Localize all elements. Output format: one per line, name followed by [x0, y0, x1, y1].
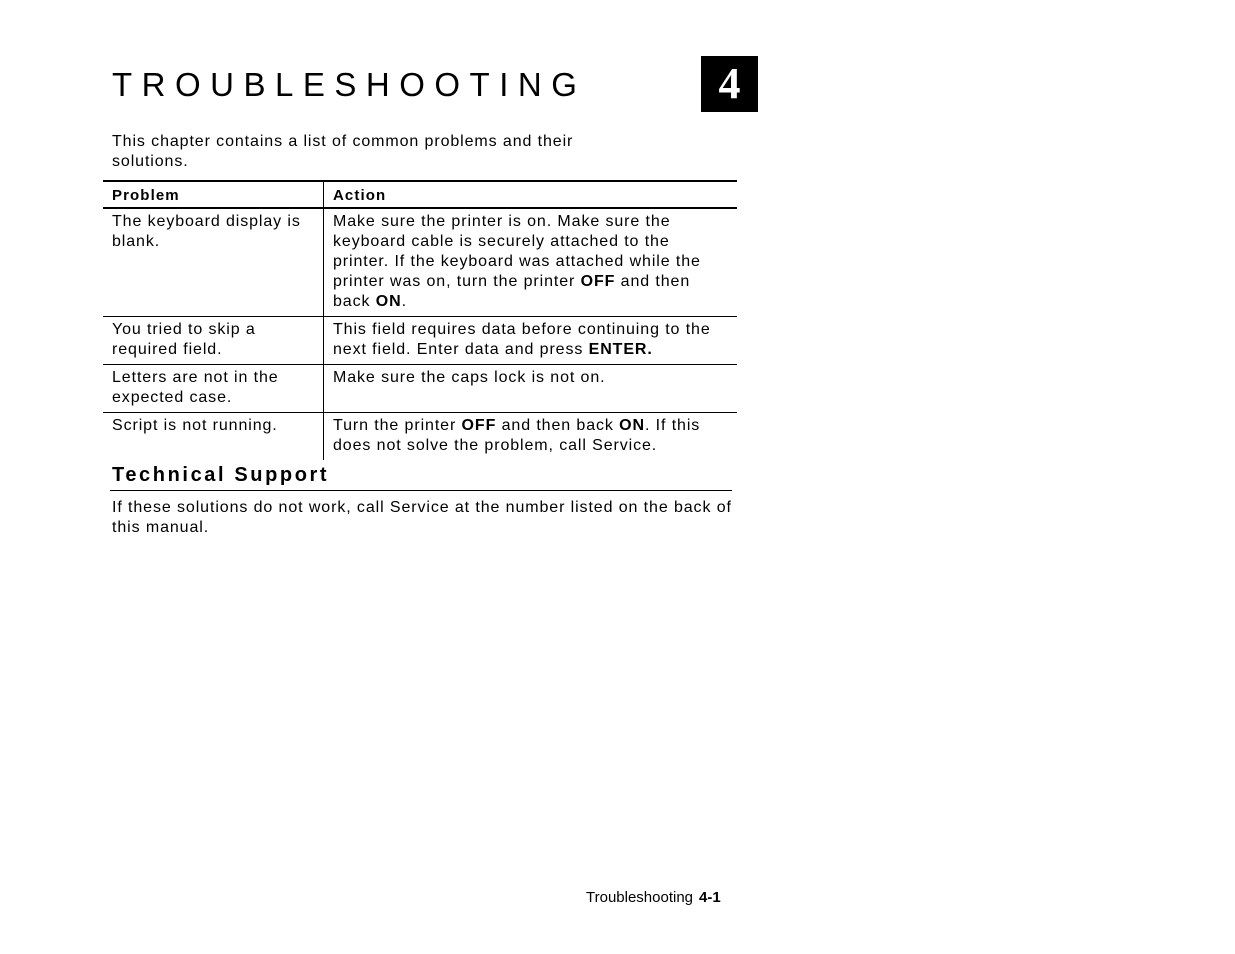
table-header-row — [103, 181, 737, 208]
page-footer — [586, 889, 721, 906]
troubleshooting-table — [103, 180, 737, 460]
chapter-intro: This chapter contains a list of common problems and their solutions. — [112, 133, 574, 170]
column-header-problem: Problem — [103, 181, 324, 208]
table-row — [103, 413, 737, 461]
page-number: 4-1 — [699, 889, 721, 906]
chapter-title: TROUBLESHOOTING — [112, 66, 587, 103]
section-divider — [110, 490, 732, 491]
action-cell: Turn the printer OFF and then back ON. If this does not solve the problem, call Service. — [324, 413, 738, 461]
table-row — [103, 208, 737, 317]
table-row — [103, 317, 737, 365]
problem-cell: The keyboard display is blank. — [103, 208, 324, 317]
action-cell: Make sure the caps lock is not on. — [324, 365, 738, 413]
action-cell: Make sure the printer is on. Make sure the keyboard cable is securely attached to the printer. If the keyboard was attached while the printer was on, turn the printer OFF and then back ON. — [324, 208, 738, 317]
chapter-number-badge: 4 — [701, 56, 758, 112]
action-cell: This field requires data before continuing to the next field. Enter data and press ENTER. — [324, 317, 738, 365]
problem-cell: You tried to skip a required field. — [103, 317, 324, 365]
footer-section-name: Troubleshooting — [586, 889, 694, 906]
table-row — [103, 365, 737, 413]
technical-support-text: If these solutions do not work, call Service at the number listed on the back of this manual. — [112, 499, 732, 536]
technical-support-heading: Technical Support — [112, 464, 330, 486]
column-header-action: Action — [324, 181, 738, 208]
problem-cell: Letters are not in the expected case. — [103, 365, 324, 413]
problem-cell: Script is not running. — [112, 417, 278, 434]
